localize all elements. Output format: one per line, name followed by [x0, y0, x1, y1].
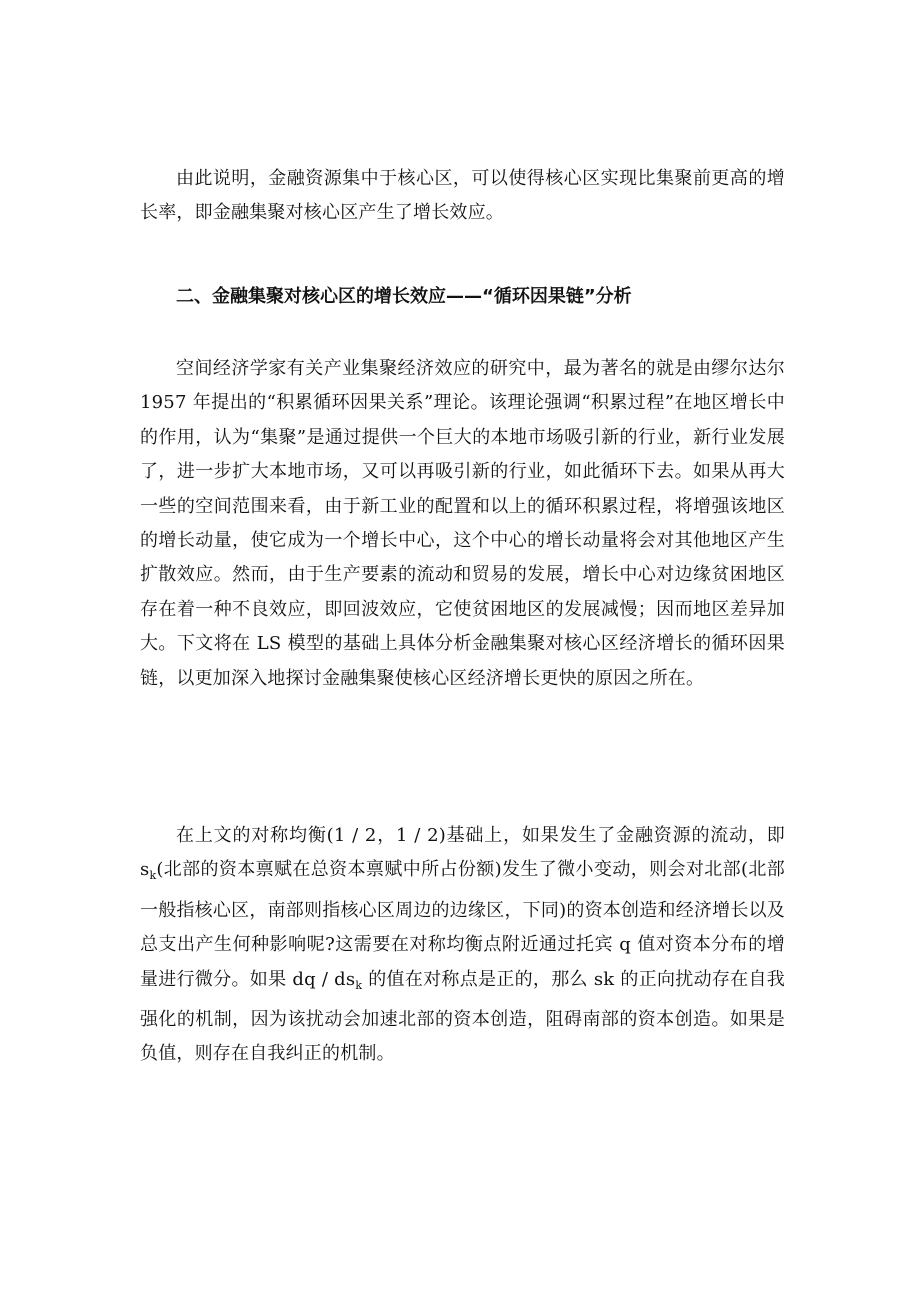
paragraph-text-part-a: 在上文的对称均衡(1 / 2，1 / 2)基础上，如果发生了金融资源的流动，即 s [140, 825, 785, 881]
paragraph-growth-effect-conclusion: 由此说明，金融资源集中于核心区，可以使得核心区实现比集聚前更高的增长率，即金融集聚对核心区产生了增长效应。 [140, 168, 785, 224]
paragraph-text-part-b: (北部的资本禀赋在总资本禀赋中所占份额)发生了微小变动，则会对北部(北部一般指核心区，南部则指核心区周边的边缘区，下同)的资本创造和经济增长以及总支出产生何种影响呢?这需要在对称均衡点附近通过托宾 q 值对资本分布的增量进行微分。如果 dq / ds [140, 859, 785, 990]
subscript-k: k [149, 869, 157, 883]
paragraph-symmetric-equilibrium [140, 819, 785, 1072]
subscript-k: k [355, 978, 363, 992]
paragraph-myrdal-theory: 空间经济学家有关产业集聚经济效应的研究中，最为著名的就是由缪尔达尔 1957 年提出的“积累循环因果关系”理论。该理论强调“积累过程”在地区增长中的作用，认为“集聚”是通过提供一个巨大的本地市场吸引新的行业，新行业发展了，进一步扩大本地市场，又可以再吸引新的行业，如此循环下去。如果从再大一些的空间范围来看，由于新工业的配置和以上的循环积累过程，将增强该地区的增长动量，使它成为一个增长中心，这个中心的增长动量将会对其他地区产生扩散效应。然而，由于生产要素的流动和贸易的发展，增长中心对边缘贫困地区存在着一种不良效应，即回波效应，它使贫困地区的发展减慢；因而地区差异加大。下文将在 LS 模型的基础上具体分析金融集聚对核心区经济增长的循环因果链，以更加深入地探讨金融集聚使核心区经济增长更快的原因之所在。 [140, 358, 785, 689]
section-heading-cumulative-causation: 二、金融集聚对核心区的增长效应——“循环因果链”分析 [176, 286, 632, 307]
paragraph-text-part-c: 的值在对称点是正的，那么 sk 的正向扰动存在自我强化的机制，因为该扰动会加速北部的资本创造，阻碍南部的资本创造。如果是负值，则存在自我纠正的机制。 [140, 968, 785, 1065]
